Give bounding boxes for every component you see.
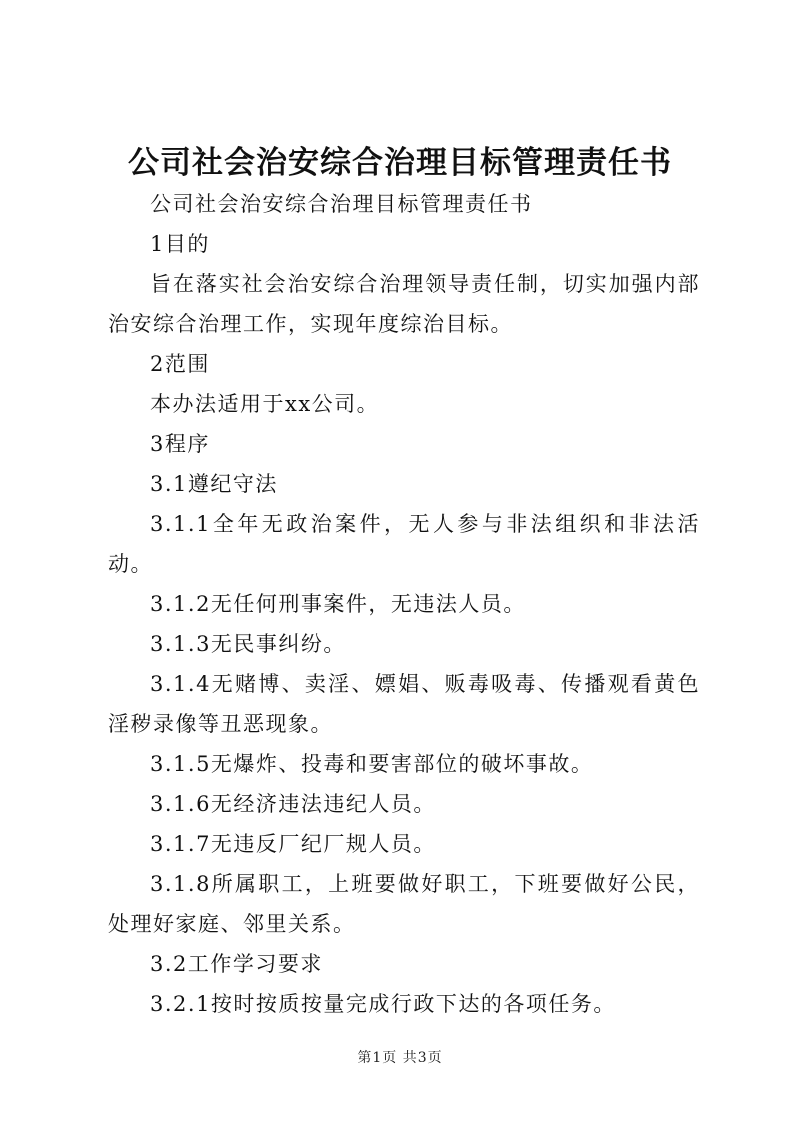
clause-3-1-4: 3.1.4无赌博、卖淫、嫖娼、贩毒吸毒、传播观看黄色淫秽录像等丑恶现象。 (108, 672, 700, 736)
clause-3-2-1: 3.2.1按时按质按量完成行政下达的各项任务。 (150, 992, 616, 1016)
subsection-heading-work: 3.2工作学习要求 (150, 952, 323, 976)
clause-3-1-5: 3.1.5无爆炸、投毒和要害部位的破坏事故。 (150, 752, 594, 776)
clause-3-1-1: 3.1.1全年无政治案件，无人参与非法组织和非法活动。 (108, 512, 700, 576)
section-heading-scope: 2范围 (150, 352, 210, 376)
scope-paragraph: 本办法适用于xx公司。 (150, 392, 380, 416)
subsection-heading-law: 3.1遵纪守法 (150, 472, 278, 496)
section-heading-procedure: 3程序 (150, 432, 210, 456)
clause-3-1-8: 3.1.8所属职工，上班要做好职工，下班要做好公民，处理好家庭、邻里关系。 (108, 872, 700, 936)
document-body (108, 184, 700, 1024)
clause-3-1-7: 3.1.7无违反厂纪厂规人员。 (150, 832, 436, 856)
subtitle-paragraph: 公司社会治安综合治理目标管理责任书 (150, 192, 533, 216)
page-number-footer: 第1页 共3页 (357, 1050, 443, 1066)
document-title: 公司社会治安综合治理目标管理责任书 (128, 145, 672, 181)
section-heading-purpose: 1目的 (150, 232, 210, 256)
purpose-paragraph: 旨在落实社会治安综合治理领导责任制，切实加强内部治安综合治理工作，实现年度综治目标。 (108, 272, 700, 336)
clause-3-1-2: 3.1.2无任何刑事案件，无违法人员。 (150, 592, 526, 616)
clause-3-1-3: 3.1.3无民事纠纷。 (150, 632, 346, 656)
clause-3-1-6: 3.1.6无经济违法违纪人员。 (150, 792, 436, 816)
